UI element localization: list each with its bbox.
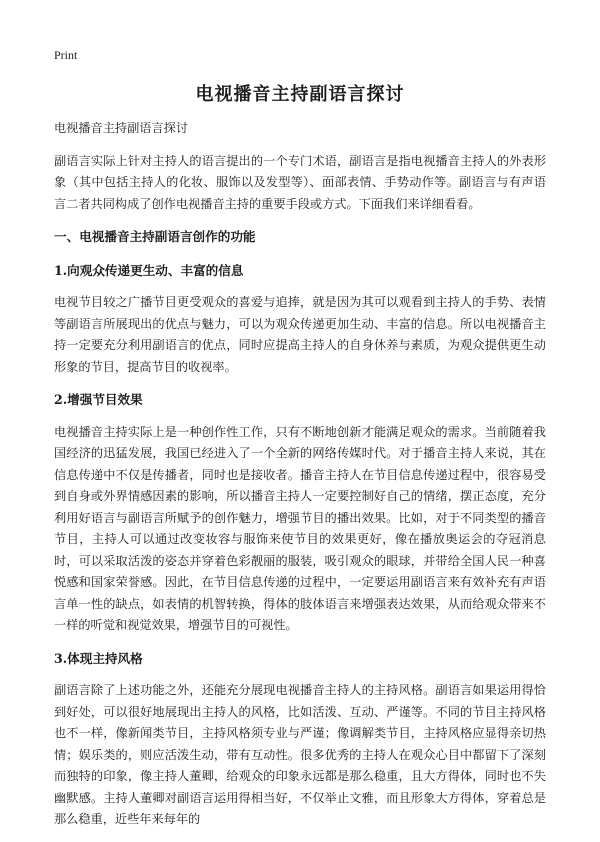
section-heading-functions: 一、电视播音主持副语言创作的功能 xyxy=(54,229,256,244)
subheading-convey-info: 1.向观众传递更生动、丰富的信息 xyxy=(54,262,244,278)
print-link[interactable]: Print xyxy=(54,48,78,62)
subheading-host-style: 3.体现主持风格 xyxy=(54,650,143,666)
document-body xyxy=(54,118,546,842)
paragraph-host-style: 副语言除了上述功能之外，还能充分展现电视播音主持人的主持风格。副语言如果运用得恰到好处，可以很好地展现出主持人的风格，比如活泼、互动、严谨等。不同的节目主持风格也不一样，像新闻类节目，主持风格须专业与严谨；像调解类节目，主持风格应显得亲切热情；娱乐类的，则应活泼生动，带有互动性。很多优秀的主持人在观众心目中都留下了深刻而独特的印象，像主持人董卿，给观众的印象永远都是那么稳重，且大方得体，同时也不失幽默感。主持人董卿对副语言运用得相当好，不仅举止文雅，而且形象大方得体，穿着总是那么稳重，近些年来每年的 xyxy=(54,683,546,826)
paragraph-enhance-effect: 电视播音主持实际上是一种创作性工作，只有不断地创新才能满足观众的需求。当前随着我国经济的迅猛发展，我国已经进入了一个全新的网络传媒时代。对于播音主持人来说，其在信息传递中不仅是传播者，同时也是接收者。播音主持人在节目信息传递过程中，很容易受到自身或外界情感因素的影响，所以播音主持人一定要控制好自己的情绪，摆正态度，充分利用好语言与副语言所赋予的创作魅力，增强节目的播出效果。比如，对于不同类型的播音节目，主持人可以通过改变妆容与服饰来使节目的效果更好，像在播放奥运会的夺冠消息时，可以采取活泼的姿态并穿着色彩靓丽的服装，吸引观众的眼球，并带给全国人民一种喜悦感和国家荣誉感。因此，在节目信息传递的过程中，一定要运用副语言来有效补充有声语言单一性的缺点，如表情的机智转换，得体的肢体语言来增强表达效果，从而给观众带来不一样的听觉和视觉效果，增强节目的可视性。 xyxy=(54,424,546,632)
document-subtitle: 电视播音主持副语言探讨 xyxy=(54,121,189,135)
document-title: 电视播音主持副语言探讨 xyxy=(195,84,405,105)
subheading-enhance-effect: 2.增强节目效果 xyxy=(54,392,143,407)
paragraph-convey-info: 电视节目较之广播节目更受观众的喜爱与追捧，就是因为其可以观看到主持人的手势、表情等副语言所展现出的优点与魅力，可以为观众传递更加生动、丰富的信息。所以电视播音主持一定要充分利用副语言的优点，同时应提高主持人的自身休养与素质，为观众提供更生动形象的节目，提高节目的收视率。 xyxy=(54,295,546,374)
intro-paragraph: 副语言实际上针对主持人的语言提出的一个专门术语，副语言是指电视播音主持人的外表形象（其中包括主持人的化妆、服饰以及发型等）、面部表情、手势动作等。副语言与有声语言二者共同构成了创作电视播音主持的重要手段或方式。下面我们来详细看看。 xyxy=(54,153,546,211)
